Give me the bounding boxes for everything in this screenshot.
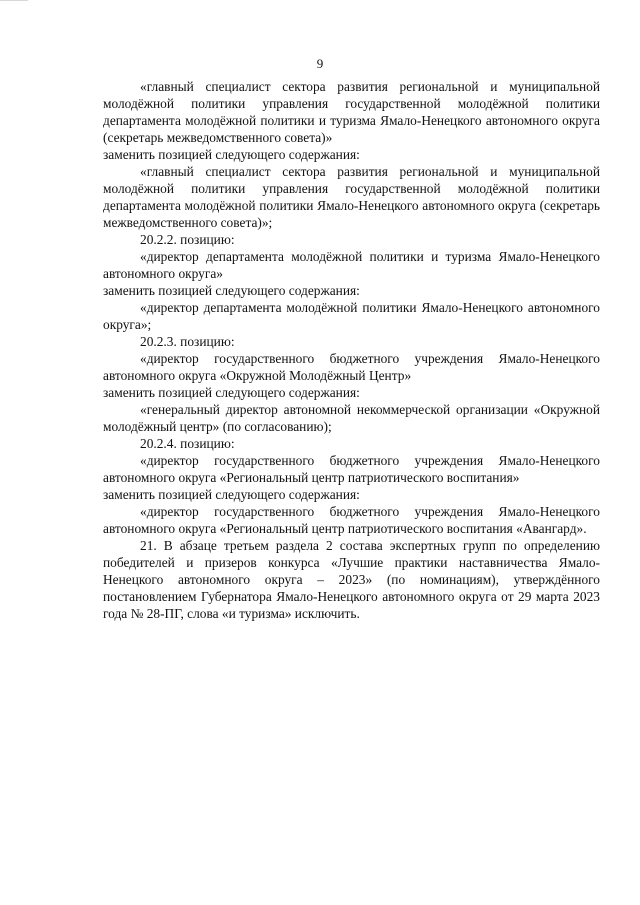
paragraph-item-20-2-2: 20.2.2. позицию: (140, 232, 235, 247)
paragraph-replace-3: заменить позицией следующего содержания: (103, 385, 360, 400)
scan-edge-mark (0, 0, 28, 1)
paragraph-item-20-2-3: 20.2.3. позицию: (140, 334, 235, 349)
paragraph-old-position-director-department: «директор департамента молодёжной политики и туризма Ямало-Ненецкого автономного округа» (103, 249, 600, 281)
paragraph-replace-4: заменить позицией следующего содержания: (103, 487, 360, 502)
paragraph-replace-1: заменить позицией следующего содержания: (103, 147, 360, 162)
paragraph-new-position-secretary: «главный специалист сектора развития региональной и муниципальной молодёжной политики управления государственной молодёжной политики департамента молодёжной политики Ямало-Ненецкого автономного округа (секретарь межведомственного совета)»; (103, 164, 600, 230)
paragraph-new-position-youth-center: «генеральный директор автономной некоммерческой организации «Окружной молодёжный центр» (по согласованию); (103, 402, 600, 434)
page-number: 9 (316, 56, 324, 71)
paragraph-old-position-secretary: «главный специалист сектора развития региональной и муниципальной молодёжной политики управления государственной молодёжной политики департамента молодёжной политики и туризма Ямало-Ненецкого автономного округа (секретарь межведомственного совета)» (103, 79, 600, 145)
paragraph-replace-2: заменить позицией следующего содержания: (103, 283, 360, 298)
paragraph-old-position-youth-center: «директор государственного бюджетного учреждения Ямало-Ненецкого автономного округа «Окружной Молодёжный Центр» (103, 351, 600, 383)
paragraph-item-20-2-4: 20.2.4. позицию: (140, 436, 235, 451)
paragraph-new-position-director-department: «директор департамента молодёжной политики Ямало-Ненецкого автономного округа»; (103, 300, 600, 332)
paragraph-item-21: 21. В абзаце третьем раздела 2 состава экспертных групп по определению победителей и призеров конкурса «Лучшие практики наставничества Ямало-Ненецкого автономного округа – 2023» (по номинациям), утверждённого постановлением Губернатора Ямало-Ненецкого автономного округа от 29 марта 2023 года № 28-ПГ, слова «и туризма» исключить. (103, 538, 600, 621)
paragraph-old-position-patriotic-center: «директор государственного бюджетного учреждения Ямало-Ненецкого автономного округа «Региональный центр патриотического воспитания» (103, 453, 600, 485)
document-body (103, 78, 600, 622)
paragraph-new-position-patriotic-center: «директор государственного бюджетного учреждения Ямало-Ненецкого автономного округа «Региональный центр патриотического воспитания «Авангард». (103, 504, 600, 536)
